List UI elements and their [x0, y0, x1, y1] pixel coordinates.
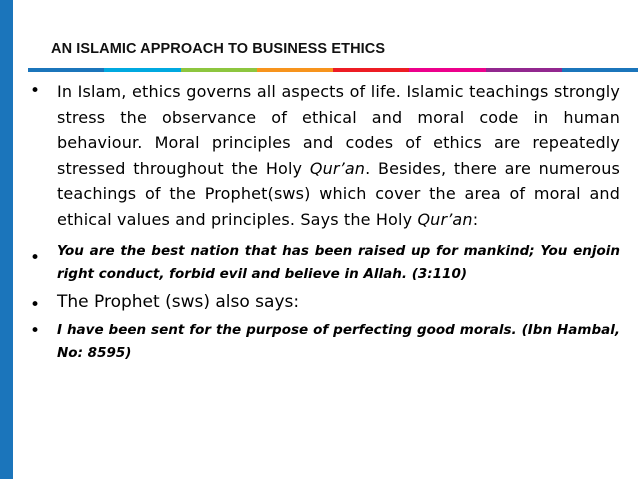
para-text: . Besides, there are numerous teachings of the Prophet(sws) which cover the area of moral and ethical values and principles. Says the Holy — [57, 158, 620, 229]
rule-segment — [181, 68, 257, 72]
list-item — [30, 319, 620, 365]
rule-segment — [28, 68, 104, 72]
intro-paragraph — [57, 79, 620, 232]
quran-term: Qur’an — [309, 158, 366, 178]
slide-title: AN ISLAMIC APPROACH TO BUSINESS ETHICS — [51, 41, 386, 57]
rule-segment — [562, 68, 638, 72]
left-accent-bar — [0, 0, 13, 479]
color-rule — [28, 68, 638, 72]
bullet-icon: • — [30, 81, 41, 101]
quran-quote: You are the best nation that has been raised up for mankind; You enjoin right conduct, forbid evil and believe in Allah. (3:110) — [57, 243, 620, 282]
rule-segment — [409, 68, 485, 72]
rule-segment — [104, 68, 180, 72]
quran-term: Qur’an — [417, 209, 473, 229]
list-item — [30, 290, 620, 315]
para-text: : — [472, 209, 479, 229]
bullet-list — [30, 79, 620, 365]
list-item — [30, 79, 620, 232]
para-text: In Islam, ethics governs all aspects of life. Islamic teachings strongly stress the observance of ethical and moral code in human behaviour. Moral principles and codes of ethics are repeatedly stressed throughout the Holy — [57, 82, 620, 178]
rule-segment — [333, 68, 409, 72]
rule-segment — [257, 68, 333, 72]
prophet-intro: The Prophet (sws) also says: — [57, 292, 300, 312]
rule-segment — [486, 68, 562, 72]
bullet-icon: • — [30, 248, 41, 268]
list-item — [30, 240, 620, 286]
bullet-icon: • — [30, 321, 41, 341]
bullet-icon: • — [30, 295, 41, 315]
hadith-quote: I have been sent for the purpose of perfecting good morals. (Ibn Hambal, No: 8595) — [57, 322, 620, 361]
